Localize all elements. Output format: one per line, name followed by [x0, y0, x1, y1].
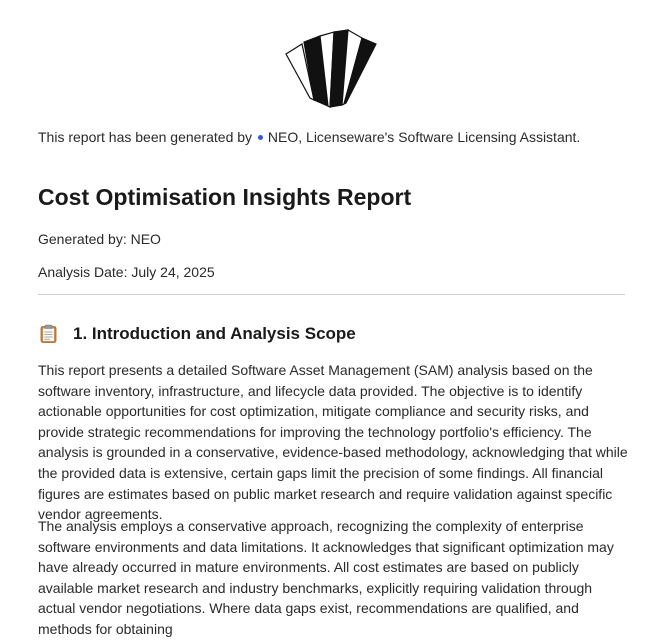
shard-logo-icon	[284, 28, 378, 110]
approach-paragraph: The analysis employs a conservative approach, recognizing the complexity of enterprise software environments and data limitations. It acknowledges that significant optimization may have already occurred in mature environments. All cost estimates are based on publicly available market research and industry benchmarks, explicitly requiring validation through actual vendor negotiations. Where data gaps exist, recommendations are qualified, and methods for obtaining	[38, 518, 614, 637]
analysis-date: Analysis Date: July 24, 2025	[38, 264, 215, 280]
intro-line	[38, 129, 580, 145]
page-title: Cost Optimisation Insights Report	[38, 184, 412, 210]
divider	[38, 294, 625, 295]
section-heading: 1. Introduction and Analysis Scope	[73, 324, 356, 343]
intro-suffix: NEO, Licenseware's Software Licensing Assistant.	[267, 129, 581, 145]
intro-prefix: This report has been generated by	[38, 129, 253, 145]
neo-dot-icon	[258, 135, 263, 140]
intro-paragraph: This report presents a detailed Software Asset Management (SAM) analysis based on the software inventory, infrastructure, and lifecycle data provided. The objective is to identify actionable opportunities for cost optimization, mitigate compliance and security risks, and provide strategic recommendations for improving the technology portfolio's efficiency. The analysis is grounded in a conservative, evidence-based methodology, acknowledging that while the provided data is extensive, certain gaps limit the precision of some findings. All financial figures are estimates based on public market research and require validation against specific vendor agreements.	[38, 362, 628, 523]
generated-by: Generated by: NEO	[38, 231, 161, 247]
clipboard-icon	[40, 324, 57, 343]
